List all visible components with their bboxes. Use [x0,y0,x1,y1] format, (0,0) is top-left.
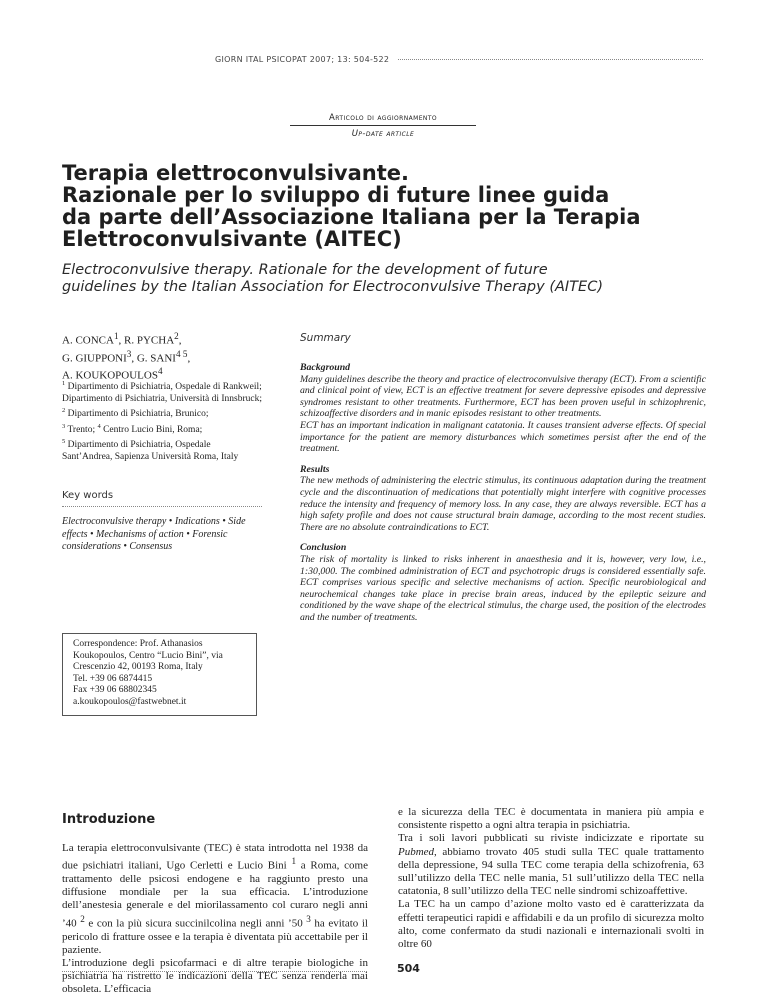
summary-conclusion [300,542,706,623]
background-heading: Background [300,362,351,373]
affiliations: $^1$ Dipartimento di Psichiatria, Ospedale di Rankweil; Dipartimento di Psichiatria, Università di Innsbruck; $^2$ Dipartimento di Psichiatria, Brunico; $^3$ Trento; $^4$ Centro Lucio Bini, Roma; $^5$ Dipartimento di Psichiatria, Ospedale Sant’Andrea, Sapienza Università Roma, Italy [62,380,262,463]
summary [300,362,706,632]
keywords-heading: Key words [62,490,114,501]
summary-background [300,362,706,455]
authors-line: A. KOUKOPOULOS$^4$ [62,366,163,382]
page-number: 504 [397,962,420,975]
keywords-dotted-rule [62,506,262,507]
authors [62,330,262,383]
conclusion-heading: Conclusion [300,542,347,554]
authors-line: G. GIUPPONI$^3$, G. $SANI^{4 5}$, [62,348,191,365]
summary-heading: Summary [300,332,351,344]
correspondence-address: Correspondence: Prof. Athanasios Koukopoulos, Centro “Lucio Bini”, via Crescenzio 42, 00193 Roma, Italy [73,639,223,672]
body-paragraph: Tra i soli lavori pubblicati su riviste indicizzate e riportate su Pubmed, abbiamo trovato 405 studi sulla TEC quale trattamento della depressione, 94 sulla TEC come terapia della schizofrenia, 63 sull’utilizzo della TEC nelle mania, 51 sull’utilizzo della TEC nella catatonia, 8 sull’utilizzo della TEC nelle sindromi schizoaffettive. [398,832,704,898]
intro-heading: Introduzione [62,812,156,827]
background-paragraph: Many guidelines describe the theory and practice of electroconvulsive therapy (ECT). From a scientific and clinical point of view, ECT is an effective treatment for severe depressive episodes and depressive syndromes resistant to other treatments. Furthermore, ECT has been proven useful in schizophrenic, schizoaffective disorders and in manic episodes resistant to other treatments. [300,373,706,420]
header-dotted-rule [398,59,703,60]
article-type [290,112,476,140]
pubmed-term: Pubmed [398,845,435,858]
article-type-english: Up-date article [351,129,415,139]
article-type-italian: Articolo di aggiornamento [329,113,437,123]
article-title [62,162,722,250]
correspondence-tel: Tel. +39 06 6874415 [73,673,153,684]
conclusion-paragraph: The risk of mortality is linked to risks inherent in anaesthesia and it is, however, very low, i.e., 1:30,000. The combined administration of ECT and psychotropic drugs is considered essentially safe. ECT comprises various specific and selective mechanisms of action. Specific neurobiological and neurochemical changes take place in precise brain areas, induced by the epileptic seizure and conditioned by the wave shape of the electrical stimulus, the charge used, the position of the electrodes and the number of treatments. [300,553,706,623]
body-paragraph: La terapia elettroconvulsivante (TEC) è stata introdotta nel 1938 da due psichiatri italiani, Ugo Cerletti e Lucio Bini $^1$ a Roma, come trattamento delle psicosi endogene e ha raggiunto presto una diffusione mondiale per la sua efficacia. L’introduzione dell’anestesia generale e del miorilassamento col curaro negli anni ’40 $^2$ e con la più sicura succinilcolina negli anni ’50 $^3$ ha evitato il pericolo di fratture ossee e la terapia è diventata più accettabile per il paziente. [62,842,368,956]
summary-results [300,464,706,534]
title-line: Elettroconvulsivante (AITEC) [62,227,402,251]
body-column-left [62,842,368,997]
body-column-right [398,806,704,951]
results-heading: Results [300,463,330,475]
title-line: Terapia elettroconvulsivante. [62,161,409,185]
body-paragraph: e la sicurezza della TEC è documentata in maniera più ampia e consistente rispetto a ogni altra terapia in psichiatria. [398,806,704,832]
correspondence-box [62,633,257,716]
correspondence-email: a.koukopoulos@fastwebnet.it [73,696,187,707]
article-subtitle [62,262,722,296]
journal-reference: GIORN ITAL PSICOPAT 2007; 13: 504-522 [215,55,390,64]
title-line: Razionale per lo sviluppo di future linee guida [62,183,610,207]
correspondence-fax: Fax +39 06 68802345 [73,685,157,695]
footer-dotted-rule [62,971,367,972]
title-line: da parte dell’Associazione Italiana per la Terapia [62,205,641,229]
background-paragraph: ECT has an important indication in malignant catatonia. It causes transient adverse effects. Of special importance for the patient are memory disturbances which sometimes persist after the end of the treatment. [300,419,706,455]
results-paragraph: The new methods of administering the electric stimulus, its continuous adaptation during the treatment cycle and the discontinuation of medications that potentially might interfere with cognitive processes reduce the intensity and frequency of memory loss. In any case, they are always reversible. ECT has a high safety profile and does not cause structural brain damage, according to the most recent studies. There are no absolute contraindications to ECT. [300,475,706,533]
subtitle-line: guidelines by the Italian Association for Electroconvulsive Therapy (AITEC) [62,279,603,295]
authors-line: A. CONCA$^1$, R. PYCHA$^2$, [62,331,182,347]
body-paragraph: La TEC ha un campo d’azione molto vasto ed è caratterizzata da effetti terapeutici rapidi e affidabili e da un profilo di sicurezza molto alto, come confermato da studi nazionali e internazionali svolti in oltre 60 [398,898,704,951]
article-type-rule [290,125,476,126]
body-paragraph: L’introduzione degli psicofarmaci e di altre terapie biologiche in psichiatria ha ristretto le indicazioni della TEC senza renderla mai obsoleta. L’efficacia [62,956,368,996]
keywords-list: Electroconvulsive therapy • Indications • Side effects • Mechanisms of action • Forensic considerations • Consensus [62,516,246,552]
subtitle-line: Electroconvulsive therapy. Rationale for the development of future [62,262,548,278]
